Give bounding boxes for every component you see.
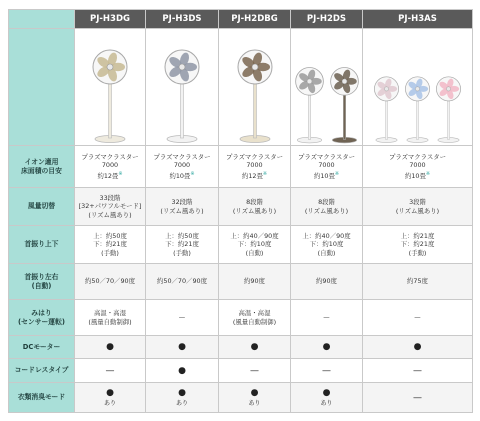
- airflow-cell: [219, 188, 291, 226]
- dc-motor-cell: ●: [146, 336, 219, 359]
- cell-line: —: [414, 313, 421, 322]
- cordless-row-label: コードレスタイプ: [9, 359, 75, 383]
- vertical-swing-row: [9, 226, 473, 264]
- fan-icon: [163, 47, 201, 145]
- cell-line: 7000: [246, 161, 263, 170]
- horizontal-swing-row-label: [9, 264, 75, 300]
- cell-line: 上：約50度: [165, 232, 199, 241]
- image-row-label: [9, 29, 75, 146]
- dc-motor-cell: ●: [291, 336, 363, 359]
- airflow-row: [9, 188, 473, 226]
- cell-mark: ●: [322, 388, 331, 398]
- dc-motor-cell: ●: [219, 336, 291, 359]
- cell-line: 7000: [101, 161, 119, 170]
- sensor-cell: [363, 300, 473, 336]
- cell-line: プラズマクラスター: [225, 153, 283, 162]
- cell-line: (手動): [173, 248, 191, 257]
- fan-image-pj-h3as: [363, 29, 472, 145]
- cell-line: 3段階: [409, 198, 426, 207]
- odor-mode-row-label: 衣類消臭モード: [9, 383, 75, 413]
- cell-line: (リズム風あり): [88, 210, 132, 219]
- fan-image-pj-h2dbg: [219, 29, 290, 145]
- ion-row-label: [9, 146, 75, 188]
- footnote-mark: ※: [262, 170, 268, 177]
- odor-mode-cell: [146, 383, 219, 413]
- cell-line: 上：約40／90度: [302, 232, 351, 241]
- row-label-line: みはり: [31, 308, 52, 317]
- cell-line: プラズマクラスター: [297, 153, 355, 162]
- cell-text: 約10畳: [169, 171, 191, 180]
- model-header: PJ-H2DBG: [219, 10, 291, 29]
- cell-line: (手動): [101, 248, 119, 257]
- comparison-table-wrapper: [8, 9, 472, 413]
- cell-line: [32+パワフルモード]: [78, 202, 142, 211]
- cell-line: 上：約21度: [400, 232, 435, 241]
- odor-mode-cell: [363, 383, 473, 413]
- sensor-row: [9, 300, 473, 336]
- ion-cell: [219, 146, 291, 188]
- cell-line: (リズム風あり): [395, 206, 440, 215]
- ion-cell: [146, 146, 219, 188]
- sensor-cell: [291, 300, 363, 336]
- cell-line: 下：約21度: [165, 240, 199, 249]
- cell-line: プラズマクラスター: [81, 153, 139, 162]
- footnote-mark: ※: [118, 170, 123, 177]
- header-row: [9, 10, 473, 29]
- cell-line: 下：約21度: [400, 240, 435, 249]
- cell-line: 33段階: [99, 194, 121, 203]
- footnote-mark: ※: [425, 170, 431, 177]
- odor-mode-row: [9, 383, 473, 413]
- odor-mode-cell: [291, 383, 363, 413]
- cell-line: (リズム風あり): [232, 206, 277, 215]
- row-label-line: イオン適用: [24, 157, 59, 166]
- vertical-swing-cell: [363, 226, 473, 264]
- cell-line: あり: [248, 400, 261, 407]
- row-label-line: 首振り左右: [24, 272, 59, 281]
- cell-text: 約10畳: [404, 171, 426, 180]
- cell-line: 8段階: [246, 198, 263, 207]
- fan-icon: [91, 47, 129, 145]
- cordless-cell: —: [75, 359, 146, 383]
- cell-line: 下：約10度: [309, 240, 344, 249]
- cell-line: (リズム風あり): [304, 206, 349, 215]
- ion-cell: [75, 146, 146, 188]
- row-label-line: (センサー運転): [18, 317, 65, 326]
- fan-comparison-table: [8, 9, 473, 413]
- corner-cell: [9, 10, 75, 29]
- cell-line: 7000: [173, 161, 191, 170]
- airflow-cell: [363, 188, 473, 226]
- odor-mode-cell: [219, 383, 291, 413]
- horizontal-swing-cell: 約50／70／90度: [146, 264, 219, 300]
- cell-text: 約10畳: [313, 171, 335, 180]
- fan-icon: [404, 74, 431, 145]
- cell-line: (手動): [408, 248, 427, 257]
- row-label-line: 床面積の目安: [21, 166, 62, 175]
- cell-line: (風量自動制御): [232, 317, 277, 326]
- cell-line: 7000: [318, 161, 335, 170]
- cell-line: 上：約50度: [93, 232, 127, 241]
- airflow-cell: [75, 188, 146, 226]
- cell-line: あり: [175, 400, 188, 407]
- cell-mark: ●: [250, 388, 259, 398]
- vertical-swing-cell: [75, 226, 146, 264]
- vertical-swing-row-label: 首振り上下: [9, 226, 75, 264]
- cell-line: (リズム風あり): [160, 206, 204, 215]
- cell-text: 約12畳: [97, 171, 119, 180]
- cordless-row: [9, 359, 473, 383]
- ion-cell: [363, 146, 473, 188]
- cell-mark: —: [413, 392, 422, 403]
- row-label-line: (自動): [31, 281, 52, 290]
- cell-line: プラズマクラスター: [388, 153, 446, 162]
- vertical-swing-cell: [291, 226, 363, 264]
- cordless-cell: —: [291, 359, 363, 383]
- cell-line: 8段階: [318, 198, 335, 207]
- cell-line: あり: [103, 400, 116, 407]
- model-header: PJ-H2DS: [291, 10, 363, 29]
- airflow-cell: [146, 188, 219, 226]
- sensor-row-label: [9, 300, 75, 336]
- ion-row: [9, 146, 473, 188]
- sensor-cell: [146, 300, 219, 336]
- cell-line: [219, 170, 290, 180]
- horizontal-swing-cell: 約90度: [219, 264, 291, 300]
- fan-image-pj-h2ds: [291, 29, 362, 145]
- cell-line: 高温・高湿: [94, 309, 126, 318]
- dc-motor-cell: ●: [75, 336, 146, 359]
- cell-line: [291, 170, 362, 180]
- ion-cell: [291, 146, 363, 188]
- cell-line: 上：約40／90度: [230, 232, 279, 241]
- fan-icon: [329, 65, 360, 145]
- cell-text: 約12畳: [241, 171, 263, 180]
- cell-line: 下：約21度: [93, 240, 127, 249]
- fan-icon: [294, 65, 325, 145]
- horizontal-swing-cell: 約90度: [291, 264, 363, 300]
- cell-line: 32段階: [171, 198, 193, 207]
- airflow-cell: [291, 188, 363, 226]
- fan-image-cell: [291, 29, 363, 146]
- sensor-cell: [219, 300, 291, 336]
- horizontal-swing-cell: 約75度: [363, 264, 473, 300]
- dc-motor-cell: ●: [363, 336, 473, 359]
- cell-mark: ●: [106, 388, 114, 398]
- fan-image-pj-h3dg: [75, 29, 145, 145]
- fan-icon: [435, 74, 462, 145]
- cell-line: —: [323, 313, 330, 322]
- fan-image-pj-h3ds: [146, 29, 218, 145]
- horizontal-swing-row: [9, 264, 473, 300]
- footnote-mark: ※: [190, 170, 195, 177]
- odor-mode-cell: [75, 383, 146, 413]
- horizontal-swing-cell: 約50／70／90度: [75, 264, 146, 300]
- cell-line: [363, 170, 472, 180]
- vertical-swing-cell: [219, 226, 291, 264]
- cell-line: [146, 170, 218, 180]
- fan-image-cell: [75, 29, 146, 146]
- fan-image-cell: [363, 29, 473, 146]
- cordless-cell: —: [219, 359, 291, 383]
- cell-line: 7000: [409, 161, 426, 170]
- cell-line: (風量自動制御): [88, 317, 132, 326]
- cell-line: プラズマクラスター: [153, 153, 211, 162]
- cell-line: (自動): [317, 248, 336, 257]
- airflow-row-label: 風量切替: [9, 188, 75, 226]
- cell-line: —: [178, 313, 186, 322]
- vertical-swing-cell: [146, 226, 219, 264]
- dc-motor-row: [9, 336, 473, 359]
- cell-line: [75, 170, 145, 180]
- fan-image-cell: [219, 29, 291, 146]
- cordless-cell: ●: [146, 359, 219, 383]
- model-header: PJ-H3AS: [363, 10, 473, 29]
- model-header: PJ-H3DG: [75, 10, 146, 29]
- fan-icon: [373, 74, 400, 145]
- fan-icon: [236, 47, 274, 145]
- fan-image-cell: [146, 29, 219, 146]
- cell-line: (自動): [245, 248, 264, 257]
- dc-motor-row-label: DCモーター: [9, 336, 75, 359]
- footnote-mark: ※: [334, 170, 340, 177]
- cordless-cell: —: [363, 359, 473, 383]
- cell-line: 高温・高湿: [238, 309, 271, 318]
- image-row: [9, 29, 473, 146]
- sensor-cell: [75, 300, 146, 336]
- cell-mark: ●: [178, 388, 186, 398]
- model-header: PJ-H3DS: [146, 10, 219, 29]
- cell-line: 下：約10度: [237, 240, 272, 249]
- cell-line: あり: [320, 400, 333, 407]
